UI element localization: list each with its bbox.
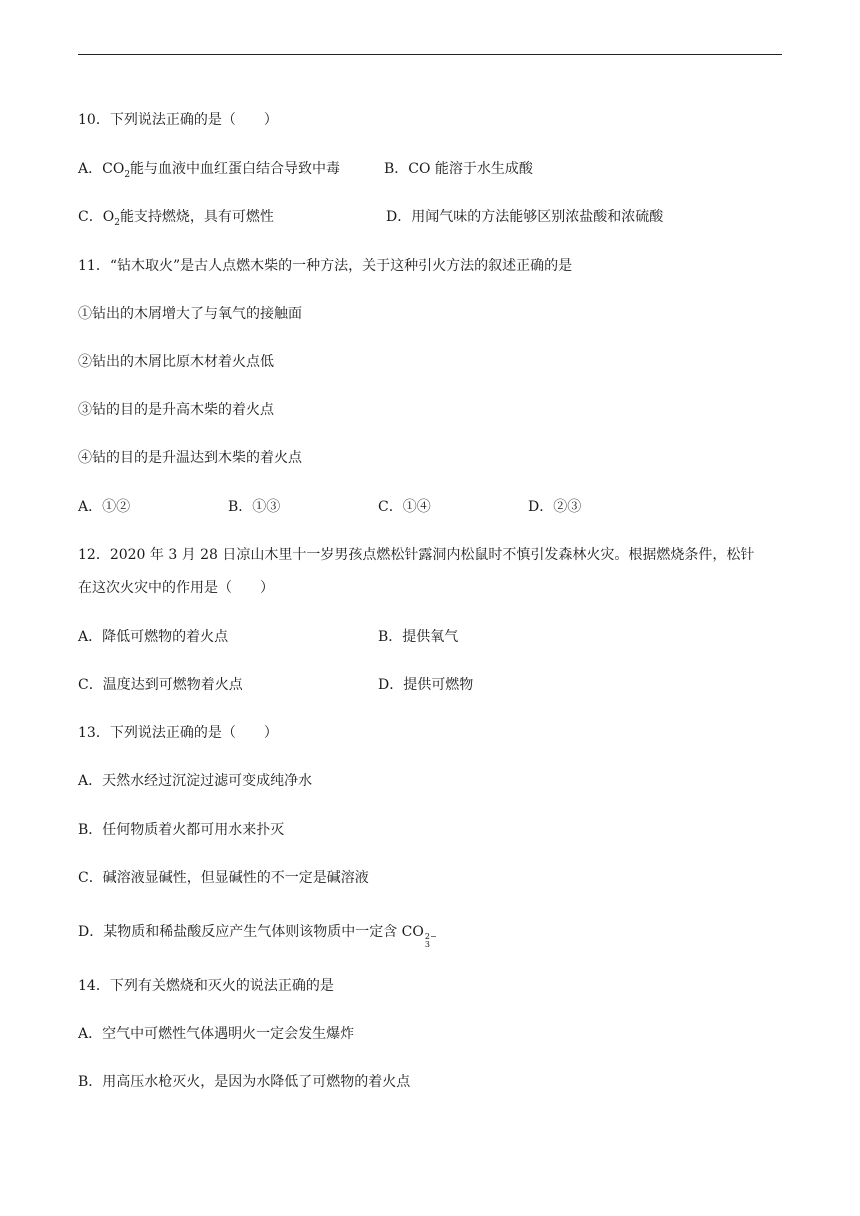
q12-stem-line1: 12．2020 年 3 月 28 日凉山木里十一岁男孩点燃松针露洞内松鼠时不慎引发森林火灾。根据燃烧条件，松针 xyxy=(78,547,755,563)
q11-option-a: A．①② xyxy=(78,499,131,515)
q10-option-a: A．$CO_2$能与血液中血红蛋白结合导致中毒 xyxy=(78,161,341,180)
q10-option-b: B．CO 能溶于水生成酸 xyxy=(384,161,533,177)
q12-option-b: B．提供氧气 xyxy=(378,629,459,645)
carbonate-ion-charge: 2− 3 xyxy=(424,932,437,949)
q14-option-b: B．用高压水枪灭火，是因为水降低了可燃物的着火点 xyxy=(78,1074,411,1090)
q13-stem: 13．下列说法正确的是（ ） xyxy=(78,725,278,741)
q11-statement-1: ①钻出的木屑增大了与氧气的接触面 xyxy=(78,306,302,322)
q11-statement-2: ②钻出的木屑比原木材着火点低 xyxy=(78,354,274,370)
q10-option-d: D．用闻气味的方法能够区别浓盐酸和浓硫酸 xyxy=(386,209,664,225)
q13-option-a: A．天然水经过沉淀过滤可变成纯净水 xyxy=(78,773,313,789)
q12-option-d: D．提供可燃物 xyxy=(378,677,474,693)
q12-stem-line2: 在这次火灾中的作用是（ ） xyxy=(78,580,274,596)
q12-option-a: A．降低可燃物的着火点 xyxy=(78,629,229,645)
q11-stem: 11．“钻木取火”是古人点燃木柴的一种方法，关于这种引火方法的叙述正确的是 xyxy=(78,258,573,274)
q12-option-c: C．温度达到可燃物着火点 xyxy=(78,677,243,693)
q10-option-c: C．$O_2$能支持燃烧，具有可燃性 xyxy=(78,209,274,228)
q11-option-b: B．①③ xyxy=(228,499,281,515)
q11-statement-4: ④钻的目的是升温达到木柴的着火点 xyxy=(78,450,302,466)
q13-option-c: C．碱溶液显碱性，但显碱性的不一定是碱溶液 xyxy=(78,870,369,886)
q10-stem: 10．下列说法正确的是（ ） xyxy=(78,112,278,128)
header-rule xyxy=(78,54,782,55)
q13-option-d: D．某物质和稀盐酸反应产生气体则该物质中一定含 CO 2− 3 xyxy=(78,924,437,949)
q14-stem: 14．下列有关燃烧和灭火的说法正确的是 xyxy=(78,978,334,994)
q11-option-d: D．②③ xyxy=(528,499,582,515)
q11-option-c: C．①④ xyxy=(378,499,431,515)
q11-statement-3: ③钻的目的是升高木柴的着火点 xyxy=(78,402,274,418)
q13-option-b: B．任何物质着火都可用水来扑灭 xyxy=(78,822,285,838)
q14-option-a: A．空气中可燃性气体遇明火一定会发生爆炸 xyxy=(78,1026,355,1042)
